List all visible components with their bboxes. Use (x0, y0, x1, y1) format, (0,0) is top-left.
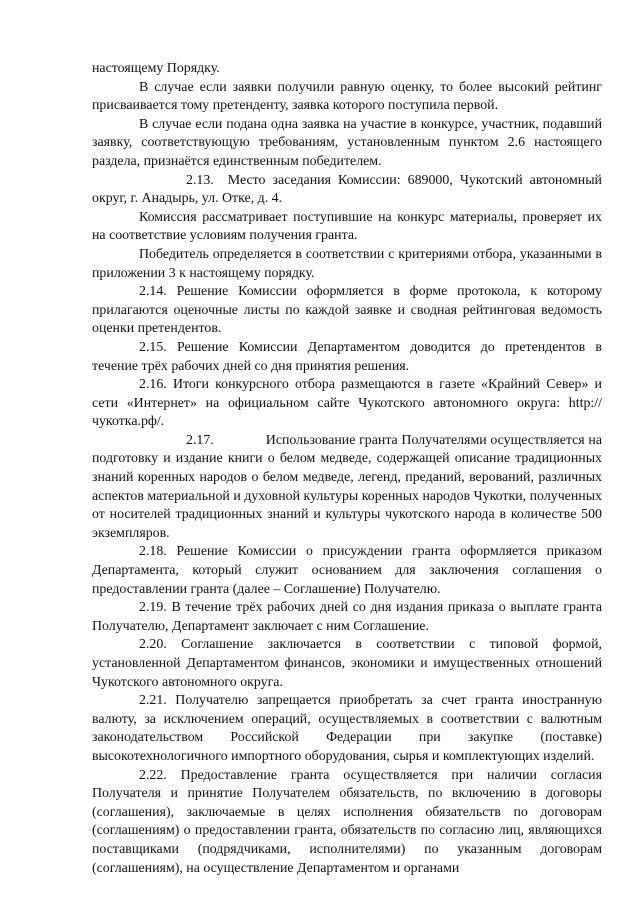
clause-text: Использование гранта Получателями осуществляется на подготовку и издание книги о белом медведе, содержащей описание традиционных знаний коренных народов о белом медведе, легенд, преданий, верований, различных аспектов материальной и духовной культуры коренных народов Чукотки, полученных от носителей традиционных знаний и культуры чукотского народа в количестве 500 экземпляров. (92, 432, 602, 541)
paragraph-2-20: 2.20. Соглашение заключается в соответствии с типовой формой, установленной Департаментом финансов, экономики и имущественных отношений Чукотского автономного округа. (92, 637, 602, 690)
paragraph-commission-review: Комиссия рассматривает поступившие на конкурс материалы, проверяет их на соответствие условиям получения гранта. (92, 209, 602, 244)
paragraph-2-14: 2.14. Решение Комиссии оформляется в форме протокола, к которому прилагаются оценочные листы по каждой заявке и сводная рейтинговая ведомость оценки претендентов. (92, 284, 602, 337)
clause-number: 2.17. (186, 432, 214, 448)
paragraph-equal-score: В случае если заявки получили равную оценку, то более высокий рейтинг присваивается тому претенденту, заявка которого поступила первой. (92, 79, 602, 114)
paragraph-2-17 (92, 432, 602, 544)
paragraph-2-21: 2.21. Получателю запрещается приобретать за счет гранта иностранную валюту, за исключением операций, осуществляемых в соответствии с валютным законодательством Российской Федерации при закупке (поставке) высокотехнологичного импортного оборудования, сырья и комплектующих изделий. (92, 693, 602, 764)
paragraph-winner-criteria: Победитель определяется в соответствии с критериями отбора, указанными в приложении 3 к настоящему порядку. (92, 246, 602, 281)
clause-number: 2.13. (186, 172, 214, 188)
paragraph-2-13 (92, 172, 602, 209)
paragraph-2-15: 2.15. Решение Комиссии Департаментом доводится до претендентов в течение трёх рабочих дней со дня принятия решения. (92, 339, 602, 374)
document-body (92, 60, 602, 878)
clause-text: Место заседания Комиссии: 689000, Чукотский автономный округ, г. Анадырь, ул. Отке, д. 4. (92, 172, 602, 207)
paragraph-2-19: 2.19. В течение трёх рабочих дней со дня издания приказа о выплате гранта Получателю, Департамент заключает с ним Соглашение. (92, 600, 602, 634)
paragraph-single-application: В случае если подана одна заявка на участие в конкурсе, участник, подавший заявку, соответствующую требованиям, установленным пунктом 2.6 настоящего раздела, признаётся единственным победителем. (92, 116, 602, 169)
paragraph-2-18: 2.18. Решение Комиссии о присуждении гранта оформляется приказом Департамента, который служит основанием для заключения соглашения о предоставлении гранта (далее – Соглашение) Получателю. (92, 544, 602, 597)
paragraph-2-16: 2.16. Итоги конкурсного отбора размещаются в газете «Крайний Север» и сети «Интернет» на официальном сайте Чукотского автономного округа: http://чукотка.рф/. (92, 377, 602, 430)
paragraph-continuation: настоящему Порядку. (92, 61, 220, 76)
paragraph-2-22: 2.22. Предоставление гранта осуществляется при наличии согласия Получателя и принятие Получателем обязательств, по включению в договоры (соглашения), заключаемые в целях исполнения обязательств по договорам (соглашениям) о предоставлении гранта, обязательств по согласию лиц, являющихся поставщиками (подрядчиками, исполнителями) по указанным договорам (соглашениям), на осуществление Департаментом и органами (92, 767, 602, 876)
